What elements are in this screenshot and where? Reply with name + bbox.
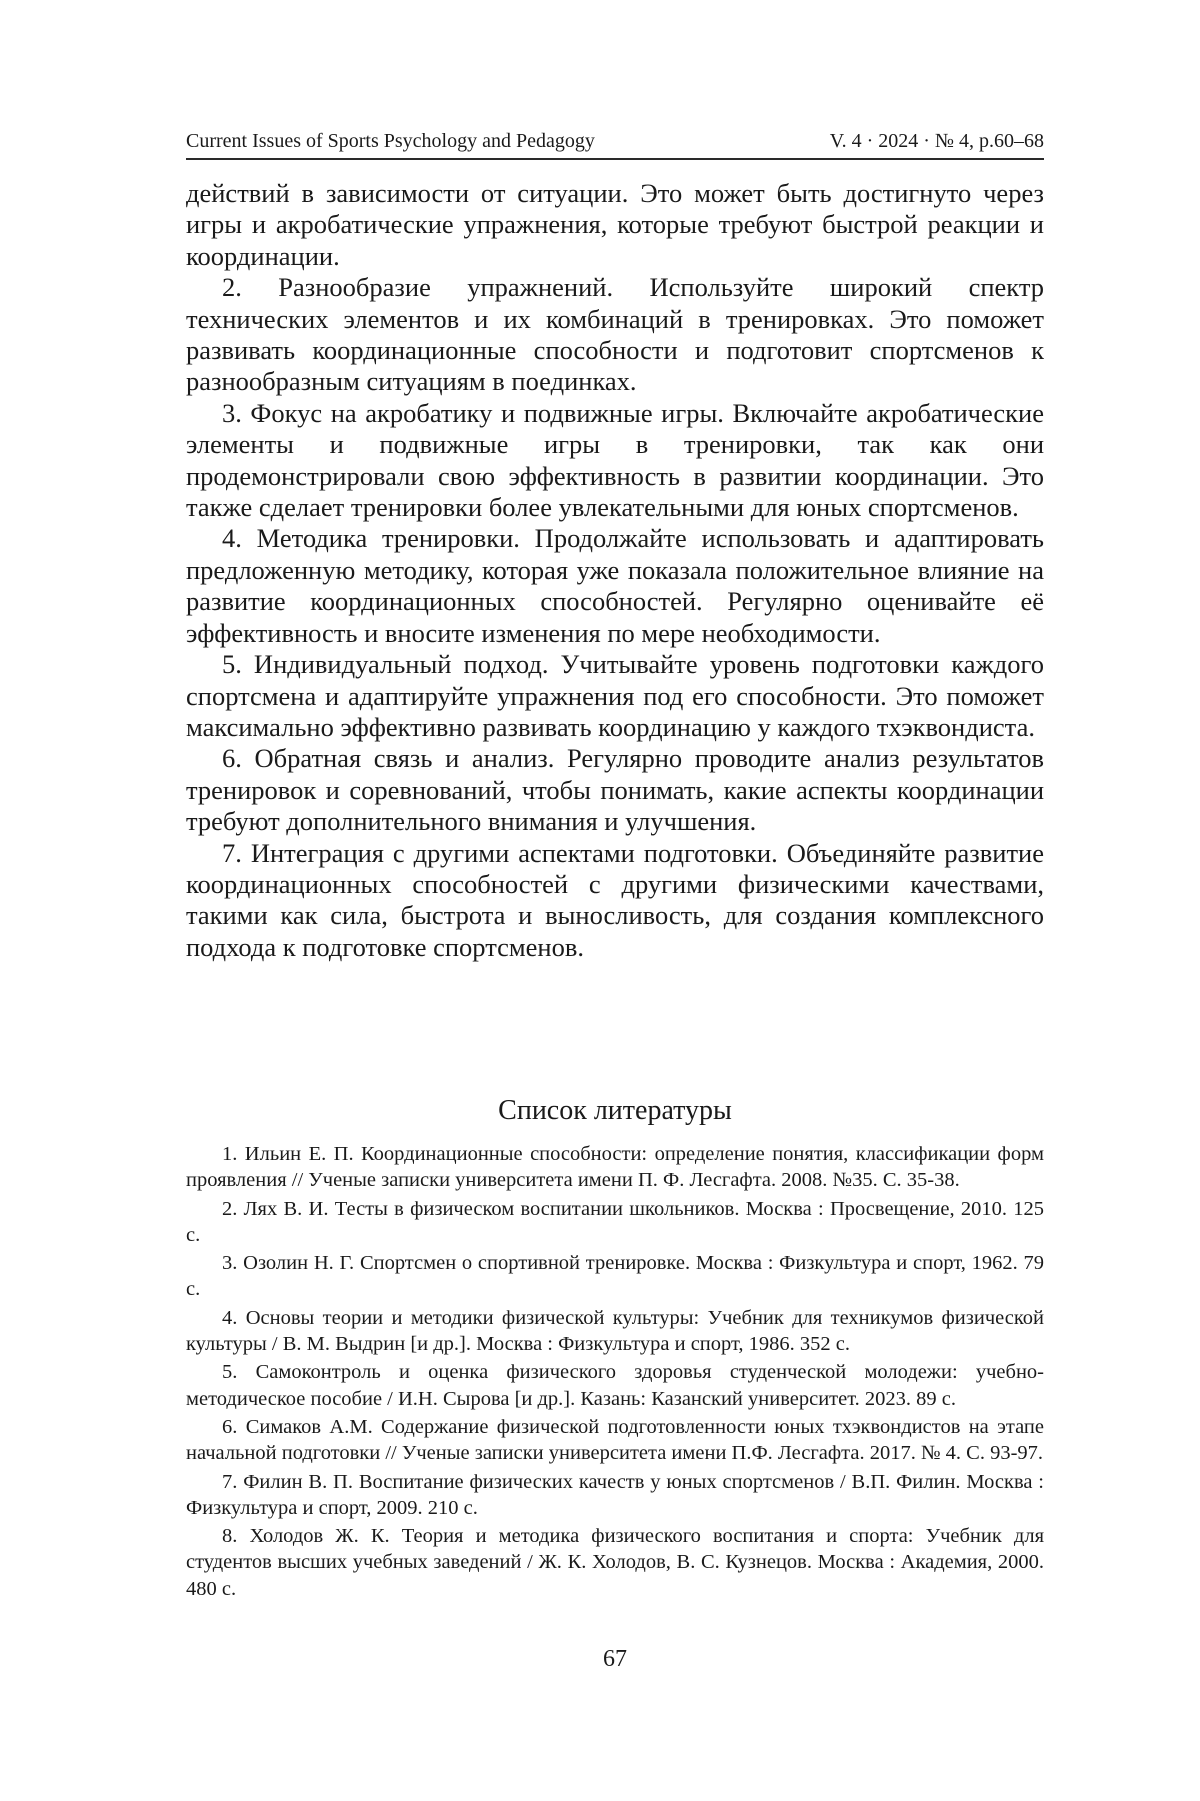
issue-info: V. 4 · 2024 · № 4, p.60–68	[829, 130, 1044, 152]
reference-item: 1. Ильин Е. П. Координационные способности: определение понятия, классификации форм проявления // Ученые записки университета имени П. Ф. Лесгафта. 2008. №35. С. 35-38.	[186, 1143, 1044, 1192]
body-text	[186, 178, 1044, 963]
recommendation-item: 2. Разнообразие упражнений. Используйте широкий спектр технических элементов и их комбинаций в тренировках. Это поможет развивать координационные способности и подготовит спортсменов к разнообразным ситуациям в поединках.	[186, 272, 1044, 397]
reference-item: 8. Холодов Ж. К. Теория и методика физического воспитания и спорта: Учебник для студентов высших учебных заведений / Ж. К. Холодов, В. С. Кузнецов. Москва : Академия, 2000. 480 с.	[186, 1525, 1044, 1600]
recommendation-item: 5. Индивидуальный подход. Учитывайте уровень подготовки каждого спортсмена и адаптируйте упражнения под его способности. Это поможет максимально эффективно развивать координацию у каждого тхэквондиста.	[186, 649, 1044, 742]
page-number: 67	[603, 1646, 627, 1672]
recommendation-item: 4. Методика тренировки. Продолжайте использовать и адаптировать предложенную методику, которая уже показала положительное влияние на развитие координационных способностей. Регулярно оценивайте её эффективность и вносите изменения по мере необходимости.	[186, 523, 1044, 648]
reference-item: 4. Основы теории и методики физической культуры: Учебник для техникумов физической культуры / В. М. Выдрин [и др.]. Москва : Физкультура и спорт, 1986. 352 с.	[186, 1306, 1044, 1356]
reference-item: 2. Лях В. И. Тесты в физическом воспитании школьников. Москва : Просвещение, 2010. 125 с.	[186, 1197, 1044, 1246]
reference-item: 5. Самоконтроль и оценка физического здоровья студенческой молодежи: учебно-методическое пособие / И.Н. Сырова [и др.]. Казань: Казанский университет. 2023. 89 с.	[186, 1361, 1044, 1410]
recommendation-item: 3. Фокус на акробатику и подвижные игры. Включайте акробатические элементы и подвижные игры в тренировки, так как они продемонстрировали свою эффективность в развитии координации. Это также сделает тренировки более увлекательными для юных спортсменов.	[186, 397, 1044, 523]
reference-item: 3. Озолин Н. Г. Спортсмен о спортивной тренировке. Москва : Физкультура и спорт, 1962. 79 с.	[186, 1252, 1044, 1301]
running-header	[186, 128, 1044, 160]
references-list	[186, 1141, 1044, 1604]
references-heading: Список литературы	[498, 1095, 732, 1126]
lead-paragraph: действий в зависимости от ситуации. Это может быть достигнуто через игры и акробатические упражнения, которые требуют быстрой реакции и координации.	[186, 178, 1044, 271]
reference-item: 6. Симаков А.М. Содержание физической подготовленности юных тхэквондистов на этапе начальной подготовки // Ученые записки университета имени П.Ф. Лесгафта. 2017. № 4. С. 93-97.	[186, 1415, 1044, 1465]
recommendation-item: 6. Обратная связь и анализ. Регулярно проводите анализ результатов тренировок и соревнований, чтобы понимать, какие аспекты координации требуют дополнительного внимания и улучшения.	[186, 743, 1044, 837]
journal-title: Current Issues of Sports Psychology and Pedagogy	[186, 130, 595, 152]
reference-item: 7. Филин В. П. Воспитание физических качеств у юных спортсменов / В.П. Филин. Москва : Физкультура и спорт, 2009. 210 с.	[186, 1470, 1044, 1519]
recommendation-item: 7. Интеграция с другими аспектами подготовки. Объединяйте развитие координационных способностей с другими физическими качествами, такими как сила, быстрота и выносливость, для создания комплексного подхода к подготовке спортсменов.	[186, 837, 1044, 962]
